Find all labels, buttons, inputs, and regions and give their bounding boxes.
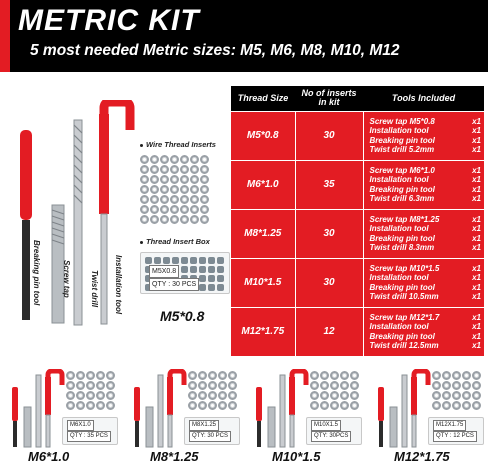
box-compartment: [199, 284, 206, 291]
kit-box-tag-size: M10X1.5: [311, 420, 341, 431]
thread-insert-ring: [170, 185, 179, 194]
thread-insert-ring: [180, 195, 189, 204]
tool-name: Screw tap M5*0.8: [369, 116, 435, 126]
tool-name: Twist drill 8.3mm: [369, 243, 435, 252]
thread-insert-ring: [188, 381, 197, 390]
thread-insert-ring: [320, 391, 329, 400]
wire-inserts-label-text: Wire Thread Inserts: [146, 140, 216, 149]
thread-insert-ring: [160, 175, 169, 184]
thread-insert-ring: [310, 371, 319, 380]
box-compartment: [172, 257, 179, 264]
thread-insert-ring: [218, 371, 227, 380]
kit-inserts-grid: [310, 371, 359, 410]
m5-size-label: M5*0.8: [160, 308, 205, 324]
thread-insert-ring: [432, 371, 441, 380]
thread-size-cell: M10*1.5: [231, 258, 295, 307]
thread-insert-ring: [228, 381, 237, 390]
thread-insert-ring: [340, 371, 349, 380]
thread-insert-ring: [140, 185, 149, 194]
tool-qty: x1: [472, 292, 481, 301]
thread-insert-ring: [190, 205, 199, 214]
kit-box-tag-size: M8X1.25: [189, 420, 219, 431]
thread-insert-ring: [228, 391, 237, 400]
installation-tool-label: Installation tool: [114, 255, 123, 315]
thread-insert-ring: [188, 401, 197, 410]
wire-inserts-label: [140, 140, 216, 149]
kit-card: [122, 365, 244, 468]
thread-insert-ring: [330, 391, 339, 400]
tool-line: [370, 234, 482, 244]
thread-insert-ring: [76, 371, 85, 380]
thread-insert-ring: [106, 401, 115, 410]
thread-insert-ring: [190, 175, 199, 184]
thread-insert-ring: [462, 391, 471, 400]
thread-insert-ring: [140, 165, 149, 174]
breaking-pin-tool-shaft: [22, 220, 30, 320]
box-compartment: [208, 257, 215, 264]
page-subtitle: 5 most needed Metric sizes: M5, M6, M8, M10, M12: [30, 42, 400, 59]
thread-insert-ring: [310, 381, 319, 390]
tool-qty: x1: [472, 243, 481, 252]
thread-insert-ring: [310, 391, 319, 400]
tool-name: Breaking pin tool: [369, 233, 435, 243]
thread-insert-box: [140, 252, 230, 294]
thread-insert-ring: [432, 401, 441, 410]
tool-qty: x1: [472, 273, 481, 282]
accent-bar: [0, 0, 10, 72]
thread-insert-ring: [190, 195, 199, 204]
thread-insert-ring: [190, 185, 199, 194]
tool-qty: x1: [472, 263, 481, 273]
header-thread-size: Thread Size: [231, 86, 295, 111]
tool-name: Breaking pin tool: [369, 282, 435, 292]
tool-qty: x1: [472, 214, 481, 224]
thread-insert-ring: [140, 195, 149, 204]
thread-insert-ring: [140, 175, 149, 184]
thread-insert-ring: [198, 371, 207, 380]
kit-tools-icon: [374, 369, 434, 449]
thread-insert-ring: [180, 175, 189, 184]
thread-insert-ring: [106, 371, 115, 380]
thread-insert-ring: [150, 165, 159, 174]
tool-name: Twist drill 5.2mm: [369, 145, 435, 154]
thread-insert-ring: [106, 381, 115, 390]
thread-insert-ring: [150, 195, 159, 204]
thread-insert-ring: [180, 185, 189, 194]
spec-table: [231, 86, 484, 356]
thread-insert-ring: [472, 371, 481, 380]
thread-insert-ring: [150, 175, 159, 184]
tool-qty: x1: [472, 175, 481, 184]
thread-insert-ring: [340, 391, 349, 400]
thread-insert-ring: [340, 401, 349, 410]
thread-insert-ring: [200, 215, 209, 224]
page-title: METRIC KIT: [18, 4, 200, 37]
tool-qty: x1: [472, 116, 481, 126]
inserts-qty-cell: 30: [295, 258, 363, 307]
thread-insert-ring: [472, 391, 481, 400]
tool-qty: x1: [472, 282, 481, 292]
twist-drill-body: [74, 120, 82, 325]
kit-insert-box: [428, 417, 484, 445]
thread-insert-ring: [76, 381, 85, 390]
thread-insert-ring: [66, 391, 75, 400]
thread-insert-ring: [160, 155, 169, 164]
kit-box-tag-qty: QTY: 30 PCS: [189, 431, 231, 442]
tool-line: [370, 332, 482, 342]
thread-insert-ring: [350, 401, 359, 410]
tool-name: Breaking pin tool: [369, 135, 435, 145]
kit-insert-box: [62, 417, 118, 445]
tool-name: Installation tool: [369, 322, 429, 332]
box-compartment: [145, 257, 152, 264]
tool-qty: x1: [472, 184, 481, 194]
header-banner: [0, 0, 488, 72]
tools-cell: [363, 307, 484, 356]
thread-insert-ring: [442, 401, 451, 410]
thread-insert-ring: [198, 381, 207, 390]
tool-name: Installation tool: [369, 126, 429, 135]
inserts-qty-cell: 12: [295, 307, 363, 356]
tools-cell: [363, 258, 484, 307]
thread-insert-ring: [66, 401, 75, 410]
tool-name: Screw tap M6*1.0: [369, 165, 435, 175]
thread-insert-ring: [330, 401, 339, 410]
thread-insert-ring: [160, 165, 169, 174]
kit-box-tag-size: M6X1.0: [67, 420, 94, 431]
thread-size-cell: M12*1.75: [231, 307, 295, 356]
tool-qty: x1: [472, 135, 481, 145]
thread-insert-ring: [76, 401, 85, 410]
tool-qty: x1: [472, 194, 481, 203]
thread-insert-ring: [180, 215, 189, 224]
box-compartment: [163, 257, 170, 264]
thread-insert-ring: [190, 165, 199, 174]
box-compartment: [217, 257, 224, 264]
tool-line: [370, 273, 482, 283]
tool-line: [370, 136, 482, 146]
installation-tool-shaft: [101, 214, 107, 324]
thread-insert-ring: [86, 391, 95, 400]
thread-insert-ring: [472, 381, 481, 390]
tool-line: [370, 224, 482, 234]
thread-insert-ring: [452, 401, 461, 410]
box-tag-qty: QTY : 30 PCS: [149, 278, 199, 291]
tool-qty: x1: [472, 233, 481, 243]
box-compartment: [190, 257, 197, 264]
tool-name: Installation tool: [369, 224, 429, 233]
thread-insert-ring: [200, 165, 209, 174]
installation-tool-grip: [99, 114, 109, 214]
tool-qty: x1: [472, 165, 481, 175]
header-inserts-qty: No of inserts in kit: [295, 86, 363, 111]
thread-insert-ring: [96, 401, 105, 410]
table-row: [231, 307, 484, 356]
thread-insert-ring: [200, 185, 209, 194]
breaking-pin-tool-handle: [20, 130, 32, 220]
thread-insert-ring: [200, 155, 209, 164]
thread-insert-ring: [180, 155, 189, 164]
kit-tools-icon: [8, 369, 68, 449]
thread-insert-ring: [462, 371, 471, 380]
thread-insert-ring: [170, 215, 179, 224]
spec-table-body: [231, 111, 484, 356]
box-compartment: [208, 275, 215, 282]
thread-insert-ring: [170, 175, 179, 184]
thread-insert-ring: [340, 381, 349, 390]
kit-box-tag-qty: QTY : 35 PCS: [67, 431, 111, 442]
tools-cell: [363, 209, 484, 258]
kit-card: [0, 365, 122, 468]
thread-insert-ring: [208, 391, 217, 400]
thread-insert-ring: [208, 381, 217, 390]
tool-name: Screw tap M8*1.25: [369, 214, 440, 224]
box-compartment: [217, 266, 224, 273]
tool-line: [370, 194, 482, 204]
thread-insert-ring: [218, 401, 227, 410]
kit-size-label: M12*1.75: [394, 449, 450, 464]
tool-line: [370, 322, 482, 332]
tool-line: [370, 175, 482, 185]
thread-insert-ring: [462, 401, 471, 410]
tool-line: [370, 185, 482, 195]
tool-line: [370, 243, 482, 253]
thread-insert-ring: [462, 381, 471, 390]
tool-name: Screw tap M12*1.7: [369, 312, 440, 322]
thread-insert-ring: [170, 165, 179, 174]
wire-inserts-grid: [140, 155, 209, 224]
tool-name: Twist drill 12.5mm: [369, 341, 439, 351]
kit-size-label: M8*1.25: [150, 449, 199, 464]
thread-insert-ring: [188, 371, 197, 380]
inserts-qty-cell: 30: [295, 209, 363, 258]
tool-qty: x1: [472, 312, 481, 322]
thread-insert-ring: [150, 205, 159, 214]
kit-box-tag-qty: QTY : 12 PCS: [433, 431, 477, 442]
thread-insert-ring: [452, 381, 461, 390]
tool-name: Installation tool: [369, 175, 429, 184]
thread-insert-ring: [472, 401, 481, 410]
tool-name: Installation tool: [369, 273, 429, 282]
tool-name: Breaking pin tool: [369, 184, 435, 194]
box-compartment: [190, 266, 197, 273]
kit-box-tag-qty: QTY: 30PCS: [311, 431, 351, 442]
thread-insert-ring: [350, 371, 359, 380]
thread-insert-ring: [350, 391, 359, 400]
box-compartment: [199, 257, 206, 264]
thread-insert-ring: [106, 391, 115, 400]
box-compartment: [199, 275, 206, 282]
breaking-pin-tool-label: Breaking pin tool: [32, 240, 41, 306]
kit-insert-box: [306, 417, 362, 445]
tool-line: [370, 215, 482, 225]
thread-insert-ring: [86, 401, 95, 410]
thread-insert-ring: [432, 381, 441, 390]
table-header-row: [231, 86, 484, 111]
thread-insert-ring: [96, 391, 105, 400]
thread-insert-ring: [150, 215, 159, 224]
thread-insert-ring: [452, 371, 461, 380]
insert-box-label-text: Thread Insert Box: [146, 237, 210, 246]
thread-insert-ring: [228, 371, 237, 380]
thread-insert-ring: [320, 381, 329, 390]
box-compartment: [154, 257, 161, 264]
thread-insert-ring: [140, 155, 149, 164]
tool-qty: x1: [472, 322, 481, 332]
thread-insert-ring: [160, 205, 169, 214]
kit-inserts-grid: [432, 371, 481, 410]
thread-insert-ring: [160, 215, 169, 224]
thread-insert-ring: [218, 381, 227, 390]
thread-insert-ring: [160, 195, 169, 204]
thread-insert-ring: [160, 185, 169, 194]
kit-tools-icon: [252, 369, 312, 449]
thread-insert-ring: [188, 391, 197, 400]
tool-line: [370, 283, 482, 293]
thread-insert-ring: [320, 401, 329, 410]
thread-insert-ring: [228, 401, 237, 410]
thread-insert-ring: [180, 165, 189, 174]
thread-insert-ring: [432, 391, 441, 400]
box-tag-size: M5X0.8: [149, 265, 179, 278]
thread-insert-ring: [452, 391, 461, 400]
tool-qty: x1: [472, 331, 481, 341]
tools-cell: [363, 160, 484, 209]
thread-insert-ring: [310, 401, 319, 410]
thread-insert-ring: [66, 371, 75, 380]
thread-insert-ring: [180, 205, 189, 214]
thread-insert-ring: [86, 371, 95, 380]
thread-insert-ring: [330, 381, 339, 390]
kit-size-label: M6*1.0: [28, 449, 70, 464]
thread-insert-ring: [200, 205, 209, 214]
header-tools-included: Tools Included: [363, 86, 484, 111]
thread-insert-ring: [320, 371, 329, 380]
inserts-qty-cell: 30: [295, 111, 363, 160]
tool-line: [370, 341, 482, 351]
insert-box-label: [140, 237, 210, 246]
thread-insert-ring: [442, 371, 451, 380]
thread-insert-ring: [86, 381, 95, 390]
thread-insert-ring: [190, 215, 199, 224]
thread-insert-ring: [198, 401, 207, 410]
kit-card: [366, 365, 488, 468]
tool-qty: x1: [472, 126, 481, 135]
thread-insert-ring: [442, 391, 451, 400]
thread-insert-ring: [170, 205, 179, 214]
thread-insert-ring: [170, 155, 179, 164]
tool-name: Twist drill 6.3mm: [369, 194, 435, 203]
thread-size-cell: M8*1.25: [231, 209, 295, 258]
thread-insert-ring: [198, 391, 207, 400]
tool-line: [370, 313, 482, 323]
kit-inserts-grid: [66, 371, 115, 410]
thread-insert-ring: [218, 391, 227, 400]
thread-insert-ring: [66, 381, 75, 390]
tool-line: [370, 166, 482, 176]
table-row: [231, 111, 484, 160]
box-compartment: [181, 266, 188, 273]
thread-insert-ring: [208, 371, 217, 380]
table-row: [231, 258, 484, 307]
box-compartment: [217, 275, 224, 282]
table-row: [231, 209, 484, 258]
tool-name: Breaking pin tool: [369, 331, 435, 341]
tool-qty: x1: [472, 341, 481, 351]
thread-size-cell: M6*1.0: [231, 160, 295, 209]
kit-card: [244, 365, 366, 468]
box-compartment: [208, 266, 215, 273]
thread-size-cell: M5*0.8: [231, 111, 295, 160]
twist-drill-label: Twist drill: [90, 270, 99, 308]
thread-insert-ring: [200, 195, 209, 204]
thread-insert-ring: [96, 371, 105, 380]
tool-name: Twist drill 10.5mm: [369, 292, 439, 301]
thread-insert-ring: [140, 215, 149, 224]
kit-inserts-grid: [188, 371, 237, 410]
kit-tools-icon: [130, 369, 190, 449]
box-compartment: [199, 266, 206, 273]
thread-insert-ring: [96, 381, 105, 390]
tool-qty: x1: [472, 145, 481, 154]
thread-insert-ring: [170, 195, 179, 204]
thread-insert-ring: [150, 155, 159, 164]
thread-insert-ring: [442, 381, 451, 390]
tools-cell: [363, 111, 484, 160]
tool-name: Screw tap M10*1.5: [369, 263, 440, 273]
tool-line: [370, 264, 482, 274]
tool-qty: x1: [472, 224, 481, 233]
thread-insert-ring: [140, 205, 149, 214]
thread-insert-ring: [330, 371, 339, 380]
tool-line: [370, 145, 482, 155]
thread-insert-ring: [208, 401, 217, 410]
screw-tap-label: Screw tap: [62, 260, 71, 298]
inserts-qty-cell: 35: [295, 160, 363, 209]
thread-insert-ring: [190, 155, 199, 164]
tool-line: [370, 292, 482, 302]
thread-insert-ring: [150, 185, 159, 194]
table-row: [231, 160, 484, 209]
kit-insert-box: [184, 417, 240, 445]
thread-insert-ring: [200, 175, 209, 184]
thread-insert-ring: [350, 381, 359, 390]
box-compartment: [181, 257, 188, 264]
tool-line: [370, 126, 482, 136]
kit-box-tag-size: M12X1.75: [433, 420, 466, 431]
kit-size-label: M10*1.5: [272, 449, 321, 464]
box-compartment: [217, 284, 224, 291]
tool-line: [370, 117, 482, 127]
box-compartment: [208, 284, 215, 291]
thread-insert-ring: [76, 391, 85, 400]
